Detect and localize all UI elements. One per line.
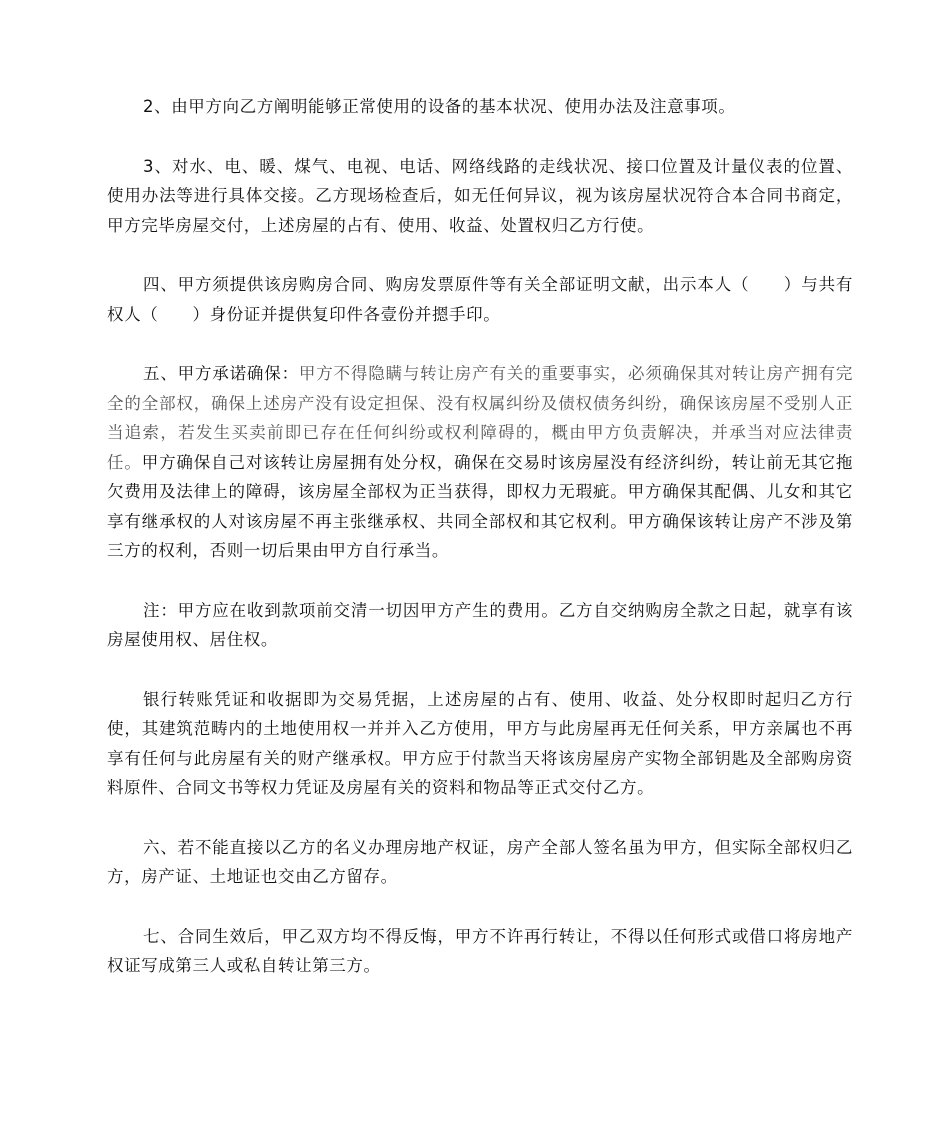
- paragraph: [107, 596, 853, 655]
- paragraph: [107, 359, 853, 566]
- paragraph: [107, 685, 853, 803]
- paragraph-text: 3、对水、电、暖、煤气、电视、电话、网络线路的走线状况、接口位置及计量仪表的位置、使用办法等进行具体交接。乙方现场检查后，如无任何异议，视为该房屋状况符合本合同书商定，甲方完毕房屋交付，上述房屋的占有、使用、收益、处置权归乙方行使。: [107, 156, 853, 235]
- paragraph: [107, 270, 853, 329]
- paragraph-text: 五、甲方承诺确保：: [143, 364, 299, 383]
- paragraph-text: 银行转账凭证和收据即为交易凭据，上述房屋的占有、使用、收益、处分权即时起归乙方行使，其建筑范畴内的土地使用权一并并入乙方使用，甲方与此房屋再无任何关系，甲方亲属也不再享有任何与此房屋有关的财产继承权。甲方应于付款当天将该房屋房产实物全部钥匙及全部购房资料原件、合同文书等权力凭证及房屋有关的资料和物品等正式交付乙方。: [107, 689, 853, 797]
- paragraph: [107, 922, 853, 981]
- paragraph-text: 四、甲方须提供该房购房合同、购房发票原件等有关全部证明文献，出示本人（ ）与共有权人（ ）身份证并提供复印件各壹份并摁手印。: [107, 275, 853, 324]
- paragraph-text: 注：甲方应在收到款项前交清一切因甲方产生的费用。乙方自交纳购房全款之日起，就享有该房屋使用权、居住权。: [107, 600, 853, 649]
- paragraph-text: 六、若不能直接以乙方的名义办理房地产权证，房产全部人签名虽为甲方，但实际全部权归乙方，房产证、土地证也交由乙方留存。: [107, 837, 853, 886]
- paragraph: [107, 833, 853, 892]
- paragraph: [107, 152, 853, 241]
- document-body: [107, 92, 853, 1011]
- paragraph: [107, 92, 853, 122]
- paragraph-text: 2、由甲方向乙方阐明能够正常使用的设备的基本状况、使用办法及注意事项。: [143, 97, 736, 116]
- paragraph-text: 甲方确保自己对该转让房屋拥有处分权，确保在交易时该房屋没有经济纠纷，转让前无其它拖欠费用及法律上的障碍，该房屋全部权为正当获得，即权力无瑕疵。甲方确保其配偶、儿女和其它享有继承权的人对该房屋不再主张继承权、共同全部权和其它权利。甲方确保该转让房产不涉及第三方的权利，否则一切后果由甲方自行承当。: [107, 452, 853, 560]
- paragraph-text: 七、合同生效后，甲乙双方均不得反悔，甲方不许再行转让，不得以任何形式或借口将房地产权证写成第三人或私自转让第三方。: [107, 926, 853, 975]
- paragraph-text: 甲方不得隐瞒与转让房产有关的重要事实，必须确保其对转让房产拥有完全的全部权，确保上述房产没有设定担保、没有权属纠纷及债权债务纠纷，确保该房屋不受别人正当追索，若发生买卖前即已存在任何纠纷或权利障碍的，概由甲方负责解决，并承当对应法律责任。: [107, 364, 853, 472]
